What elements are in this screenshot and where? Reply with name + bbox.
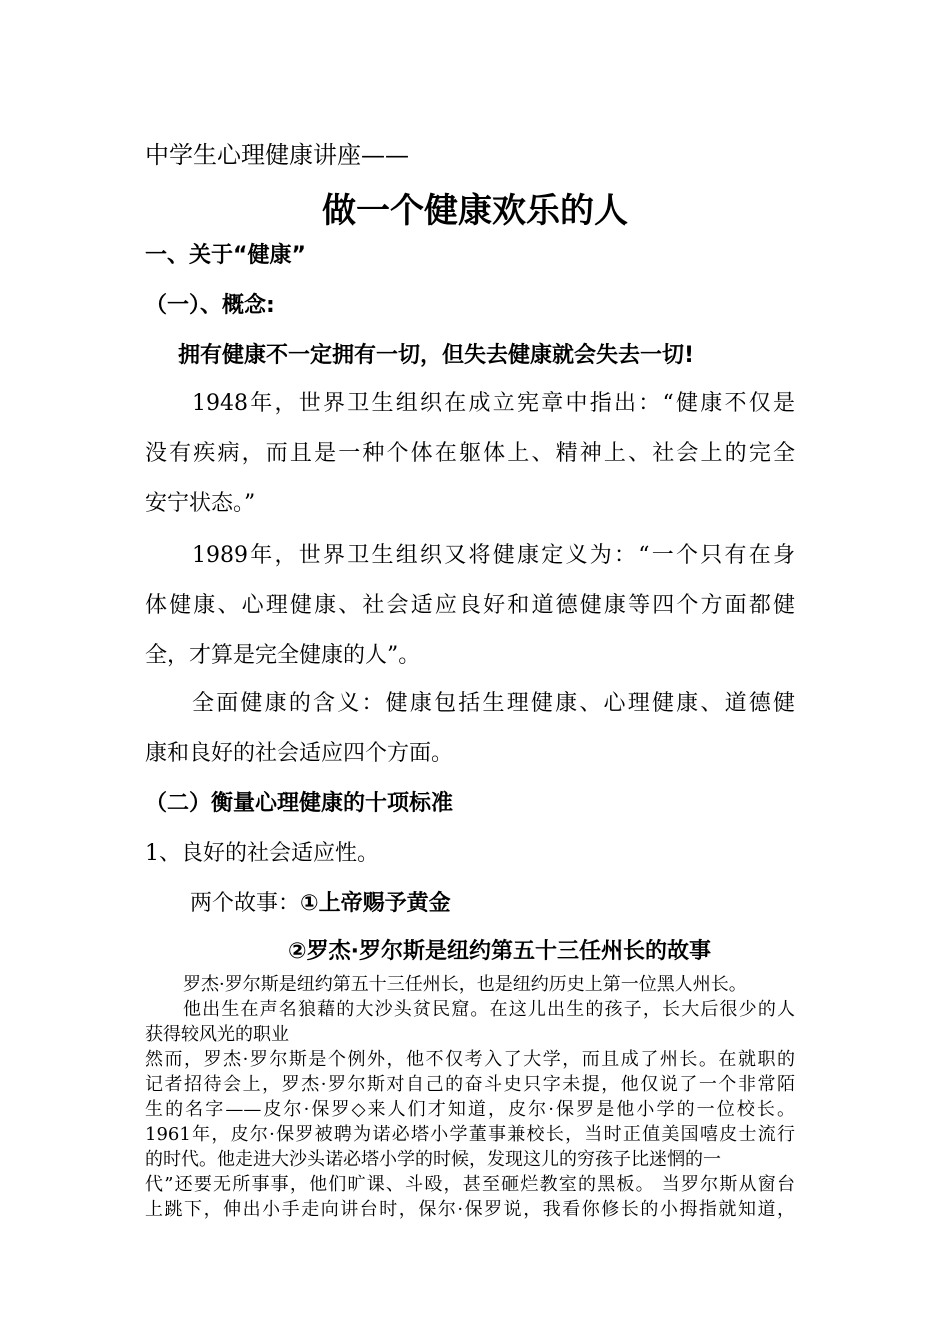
stories-label: 两个故事：	[190, 891, 301, 916]
paragraph-line: 安宁状态。”	[145, 491, 256, 516]
list-item: 1、良好的社会适应性。	[145, 841, 379, 866]
paragraph-line: 1948年，世界卫生组织在成立宪章中指出：“健康不仅是	[192, 391, 795, 416]
paragraph-line: 全，才算是完全健康的人”。	[145, 643, 421, 668]
paragraph-line: 体健康、心理健康、社会适应良好和道德健康等四个方面都健	[145, 593, 795, 618]
subsection-heading: （二）衡量心理健康的十项标准	[145, 791, 454, 816]
section-heading: 一、关于“健康”	[145, 243, 306, 268]
story-title: ②罗杰·罗尔斯是纽约第五十三任州长的故事	[288, 939, 711, 964]
paragraph-line: 康和良好的社会适应四个方面。	[145, 741, 454, 766]
stories-line	[190, 886, 840, 917]
story-line: 罗杰·罗尔斯是纽约第五十三任州长，也是纽约历史上第一位黑人州长。	[183, 974, 747, 995]
subtitle: 中学生心理健康讲座——	[145, 141, 409, 169]
story-line: 记者招待会上，罗杰·罗尔斯对自己的奋斗史只字未提，他仅说了一个非常陌	[145, 1074, 795, 1095]
subsection-heading: （一）、概念:	[145, 293, 275, 318]
story-line: 1961年，皮尔·保罗被聘为诺必塔小学董事兼校长，当时正值美国嘻皮士流行	[145, 1124, 795, 1145]
story-line: 生的名字——皮尔·保罗◇来人们才知道，皮尔·保罗是他小学的一位校长。	[145, 1099, 795, 1120]
story-line: 上跳下，伸出小手走向讲台时，保尔·保罗说，我看你修长的小拇指就知道，	[145, 1199, 795, 1220]
page-title: 做一个健康欢乐的人	[322, 191, 628, 231]
story-line: 代”还要无所事事，他们旷课、斗殴，甚至砸烂教室的黑板。 当罗尔斯从窗台	[145, 1174, 795, 1195]
story-title: ①上帝赐予黄金	[300, 891, 451, 916]
story-line: 的时代。他走进大沙头诺必塔小学的时候，发现这儿的穷孩子比迷惘的一	[145, 1149, 721, 1170]
paragraph-line: 1989年，世界卫生组织又将健康定义为：“一个只有在身	[192, 543, 795, 568]
story-line: 获得较风光的职业	[145, 1024, 289, 1045]
motto: 拥有健康不一定拥有一切，但失去健康就会失去一切!	[178, 343, 695, 368]
paragraph-line: 全面健康的含义：健康包括生理健康、心理健康、道德健	[192, 691, 795, 716]
paragraph-line: 没有疾病，而且是一种个体在躯体上、精神上、社会上的完全	[145, 441, 795, 466]
story-line: 然而，罗杰·罗尔斯是个例外，他不仅考入了大学，而且成了州长。在就职的	[145, 1049, 795, 1070]
story-line: 他出生在声名狼藉的大沙头贫民窟。在这儿出生的孩子，长大后很少的人	[183, 999, 795, 1020]
